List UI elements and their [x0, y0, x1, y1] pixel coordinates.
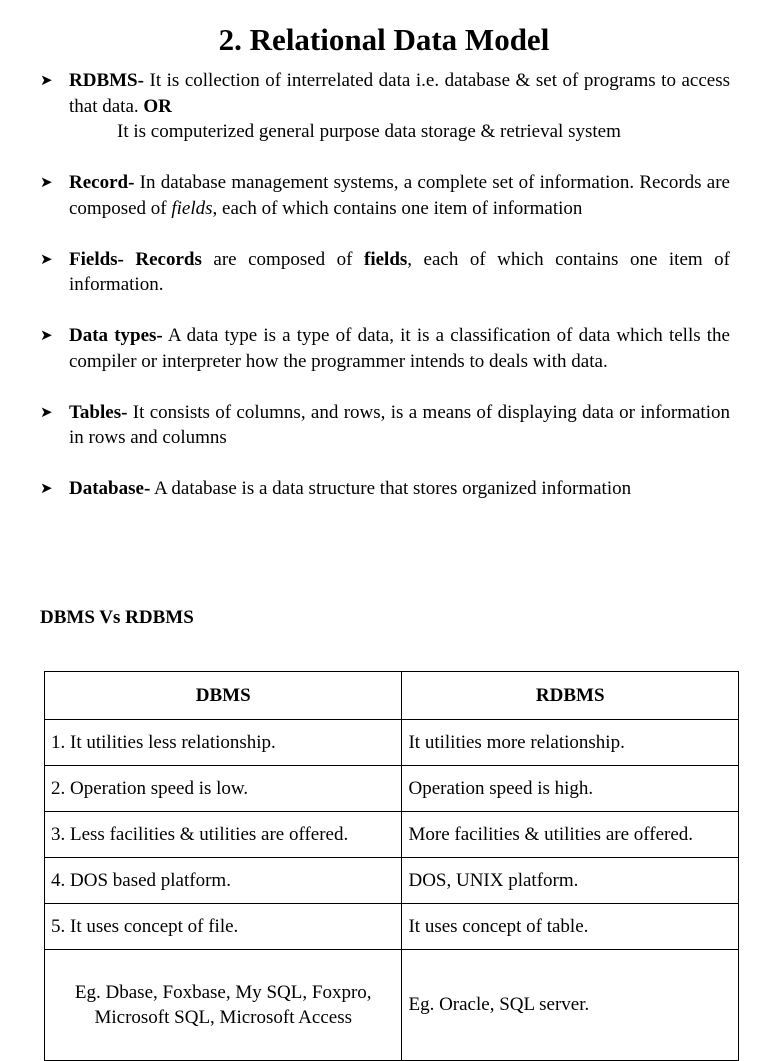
cell-rdbms-examples: Eg. Oracle, SQL server.	[402, 950, 739, 1061]
page-title: 2. Relational Data Model	[218, 22, 550, 57]
cell-rdbms: DOS, UNIX platform.	[402, 858, 739, 904]
cell-dbms-examples: Eg. Dbase, Foxbase, My SQL, Foxpro, Microsoft SQL, Microsoft Access	[45, 950, 402, 1061]
table-row	[45, 858, 739, 904]
or-label: OR	[143, 95, 172, 117]
definition-rdbms-alt: It is computerized general purpose data storage & retrieval system	[117, 121, 621, 142]
table-row	[45, 720, 739, 766]
header-rdbms: RDBMS	[402, 672, 739, 720]
definition-tables: It consists of columns, and rows, is a means of displaying data or information in rows and columns	[69, 401, 730, 448]
definition-record-part2: , each of which contains one item of information	[212, 197, 583, 219]
bullet-rdbms	[40, 68, 730, 145]
bullet-database	[40, 476, 730, 502]
arrowhead-bullet-icon: ➤	[40, 326, 53, 344]
table-row	[45, 812, 739, 858]
arrowhead-bullet-icon: ➤	[40, 479, 53, 497]
fields-bold: fields	[364, 248, 408, 270]
comparison-table	[44, 671, 739, 1061]
cell-dbms: 5. It uses concept of file.	[45, 904, 402, 950]
table-row	[45, 766, 739, 812]
definition-data-types: A data type is a type of data, it is a classification of data which tells the compiler or interpreter how the programmer intends to deals with data.	[69, 325, 730, 372]
table-header-row	[45, 672, 739, 720]
cell-rdbms: It utilities more relationship.	[402, 720, 739, 766]
fields-italic: fields	[171, 197, 213, 219]
definition-fields-part1: are composed of	[201, 248, 364, 270]
definition-record-part1: In database management systems, a complete set of information. Records are composed of	[69, 172, 730, 219]
definition-list	[40, 68, 730, 502]
arrowhead-bullet-icon: ➤	[40, 249, 53, 268]
arrowhead-bullet-icon: ➤	[40, 71, 53, 89]
header-dbms: DBMS	[45, 672, 402, 720]
bullet-data-types	[40, 323, 730, 374]
cell-dbms: 4. DOS based platform.	[45, 858, 402, 904]
definition-database: A database is a data structure that stores organized information	[150, 478, 632, 499]
cell-dbms: 1. It utilities less relationship.	[45, 720, 402, 766]
bullet-fields	[40, 247, 730, 298]
term-records: Records	[123, 248, 202, 270]
arrowhead-bullet-icon: ➤	[40, 173, 53, 191]
term-rdbms: RDBMS-	[69, 70, 144, 91]
definition-rdbms: It is collection of interrelated data i.e. database & set of programs to access that data.	[69, 70, 730, 117]
term-data-types: Data types-	[69, 325, 163, 346]
cell-rdbms: Operation speed is high.	[402, 766, 739, 812]
cell-rdbms: It uses concept of table.	[402, 904, 739, 950]
table-row	[45, 904, 739, 950]
table-row	[45, 950, 739, 1061]
cell-rdbms: More facilities & utilities are offered.	[402, 812, 739, 858]
bullet-record	[40, 170, 730, 221]
cell-dbms: 3. Less facilities & utilities are offered.	[45, 812, 402, 858]
term-fields: Fields-	[69, 248, 124, 270]
term-record: Record-	[69, 172, 135, 193]
term-database: Database-	[69, 478, 151, 499]
bullet-tables	[40, 400, 730, 451]
definition-fields-part2: , each of which contains one item of information.	[69, 248, 731, 295]
arrowhead-bullet-icon: ➤	[40, 402, 53, 421]
term-tables: Tables-	[69, 401, 128, 423]
cell-dbms: 2. Operation speed is low.	[45, 766, 402, 812]
comparison-heading: DBMS Vs RDBMS	[40, 607, 194, 628]
